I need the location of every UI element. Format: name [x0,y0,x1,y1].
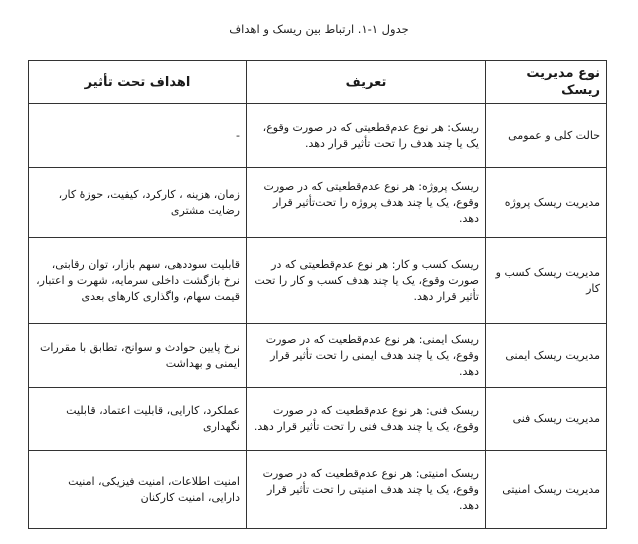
header-risk-type: نوع مدیریت ریسک [486,61,607,104]
risk-objectives-table [28,60,607,529]
header-definition: تعریف [247,61,486,104]
cell-risk-type: مدیریت ریسک فنی [486,388,607,451]
table-row [29,238,607,324]
cell-affected-goals: عملکرد، کارایی، قابلیت اعتماد، قابلیت نگهداری [29,388,247,451]
cell-definition: ریسک ایمنی: هر نوع عدم‌قطعیت که در صورت وقوع، یک یا چند هدف ایمنی را تحت تأثیر قرار دهد. [247,324,486,388]
table-caption: جدول ۱-۱. ارتباط بین ریسک و اهداف [229,22,409,36]
table-row [29,104,607,168]
cell-risk-type: حالت کلی و عمومی [486,104,607,168]
header-affected-goals: اهداف تحت تأثیر [29,61,247,104]
cell-affected-goals: زمان، هزینه ، کارکرد، کیفیت، حوزۀ کار، رضایت مشتری [29,168,247,238]
cell-definition: ریسک پروژه: هر نوع عدم‌قطعیتی که در صورت وقوع، یک یا چند هدف پروژه را تحت‌تأثیر قرار دهد. [247,168,486,238]
cell-affected-goals: - [29,104,247,168]
cell-affected-goals: قابلیت سوددهی، سهم بازار، توان رقابتی، نرخ بازگشت داخلی سرمایه، شهرت و اعتبار، قیمت سهام، واگذاری کارهای بعدی [29,238,247,324]
cell-definition: ریسک امنیتی: هر نوع عدم‌قطعیت که در صورت وقوع، یک یا چند هدف امنیتی را تحت تأثیر قرار دهد. [247,451,486,529]
cell-definition: ریسک: هر نوع عدم‌قطعیتی که در صورت وقوع، یک یا چند هدف را تحت تأثیر قرار دهد. [247,104,486,168]
cell-definition: ریسک کسب و کار: هر نوع عدم‌قطعیتی که در صورت وقوع، یک یا چند هدف کسب و کار را تحت تأثیر قرار دهد. [247,238,486,324]
cell-affected-goals: امنیت اطلاعات، امنیت فیزیکی، امنیت دارایی، امنیت کارکنان [29,451,247,529]
table-row [29,324,607,388]
cell-risk-type: مدیریت ریسک کسب و کار [486,238,607,324]
cell-risk-type: مدیریت ریسک پروژه [486,168,607,238]
cell-risk-type: مدیریت ریسک ایمنی [486,324,607,388]
table-row [29,388,607,451]
table-row [29,168,607,238]
table-row [29,451,607,529]
cell-risk-type: مدیریت ریسک امنیتی [486,451,607,529]
cell-affected-goals: نرخ پایین حوادث و سوانح، تطابق با مقررات ایمنی و بهداشت [29,324,247,388]
cell-definition: ریسک فنی: هر نوع عدم‌قطعیت که در صورت وقوع، یک یا چند هدف فنی را تحت تأثیر قرار دهد. [247,388,486,451]
table-header-row [29,61,607,104]
